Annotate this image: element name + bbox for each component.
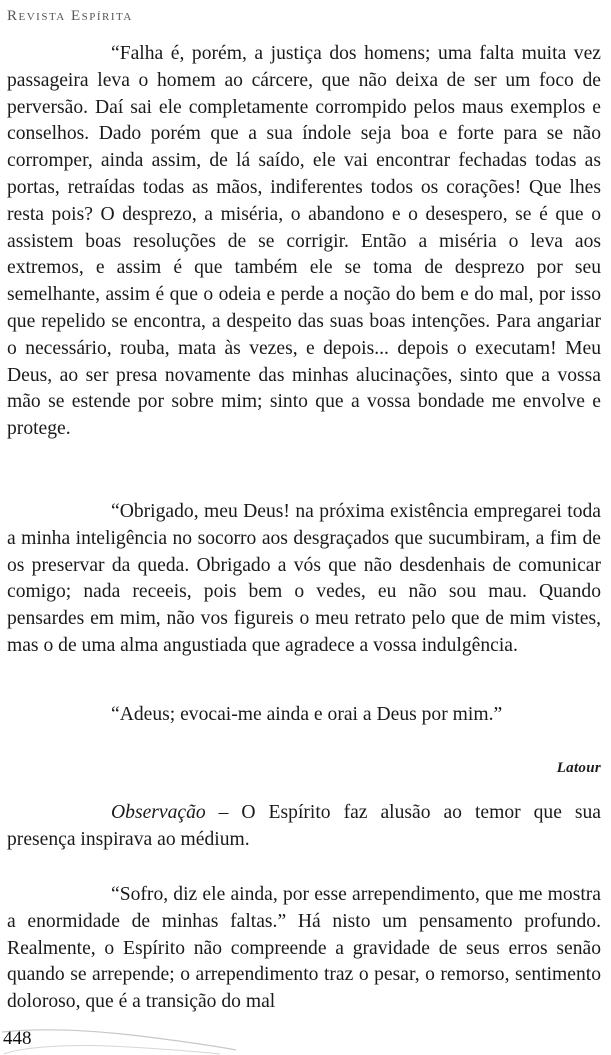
paragraph-2 [7, 499, 601, 660]
observation-label: Observação [111, 802, 206, 823]
paragraph-commentary [7, 882, 601, 1016]
page-number: 448 [3, 1028, 32, 1049]
page-flourish-ornament [0, 1018, 240, 1055]
observation-paragraph [7, 800, 601, 854]
paragraph-1 [7, 41, 601, 443]
observation-text: – O Espírito faz alusão ao temor que sua presença inspirava ao médium. [7, 802, 601, 850]
paragraph-commentary-text: “Sofro, diz ele ainda, por esse arrependimento, que me mostra a enormidade de minhas faltas.” Há nisto um pensamento profundo. Realmente, o Espírito não compreende a gravidade de seus erros senão quando se arrepende; o arrependimento traz o pesar, o remorso, sentimento doloroso, que é a transição do mal [7, 884, 601, 1013]
running-header: Revista Espírita [7, 8, 133, 24]
signature: Latour [556, 760, 601, 776]
paragraph-3 [7, 702, 601, 729]
paragraph-3-text: “Adeus; evocai-me ainda e orai a Deus por mim.” [111, 704, 503, 725]
paragraph-1-text: “Falha é, porém, a justiça dos homens; uma falta muita vez passageira leva o homem ao cárcere, que não deixa de ser um foco de perversão. Daí sai ele completamente corrompido pelos maus exemplos e conselhos. Dado porém que a sua índole seja boa e forte para se não corromper, ainda assim, de lá saído, ele vai encontrar fechadas todas as portas, retraídas todas as mãos, indiferentes todos os corações! Que lhes resta pois? O desprezo, a miséria, o abandono e o desespero, se é que o assistem boas resoluções de se corrigir. Então a miséria o leva aos extremos, e assim é que também ele se toma de desprezo por seu semelhante, assim é que o odeia e perde a noção do bem e do mal, por isso que repelido se encontra, a despeito das suas boas intenções. Para angariar o necessário, rouba, mata às vezes, e depois... depois o executam! Meu Deus, ao ser presa novamente das minhas alucinações, sinto que a vossa mão se estende por sobre mim; sinto que a vossa bondade me envolve e protege. [7, 43, 601, 440]
paragraph-2-text: “Obrigado, meu Deus! na próxima existência empregarei toda a minha inteligência no socorro aos desgraçados que sucumbiram, a fim de os preservar da queda. Obrigado a vós que não desdenhais de comunicar comigo; nada receeis, pois bem o vedes, eu não sou mau. Quando pensardes em mim, não vos figureis o meu retrato pelo que de mim vistes, mas o de uma alma angustiada que agradece a vossa indulgência. [7, 501, 601, 656]
